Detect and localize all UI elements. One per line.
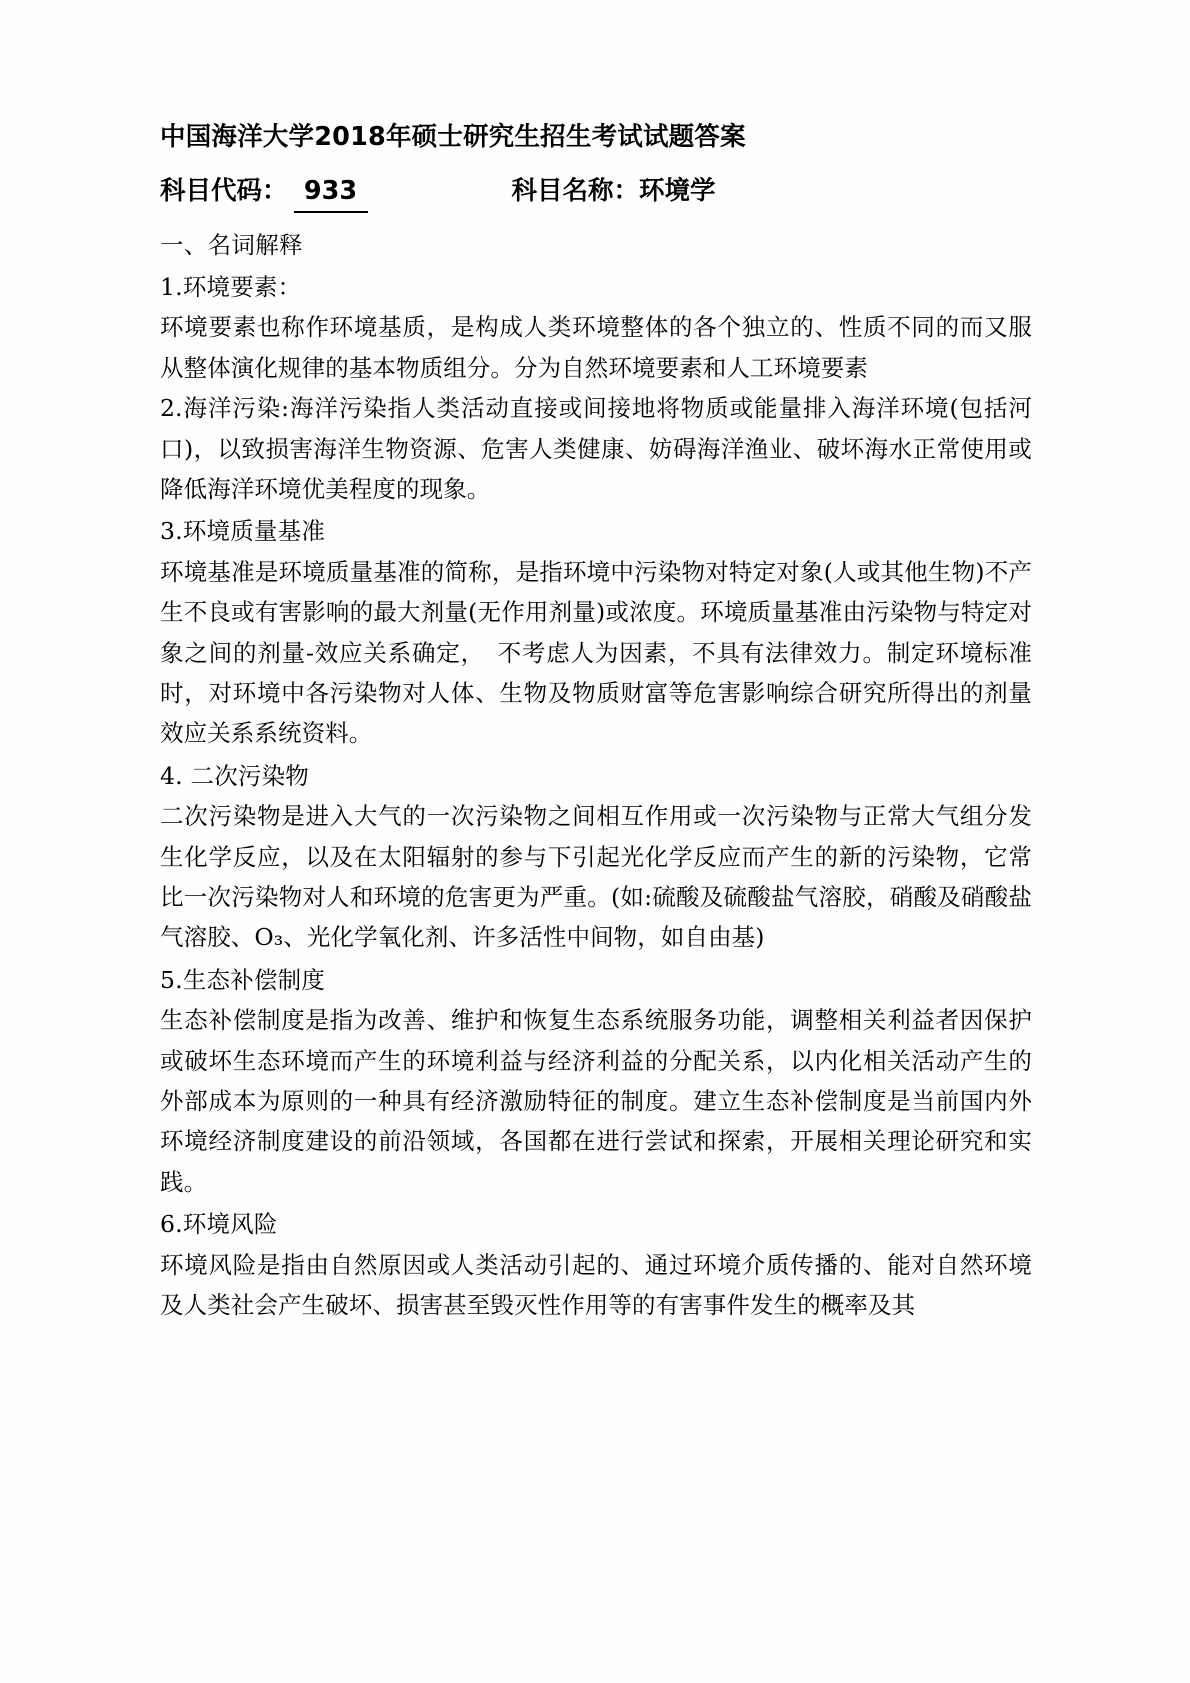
item-heading-3: 3.环境质量基准	[160, 517, 326, 546]
item-heading-5: 5.生态补偿制度	[160, 965, 326, 994]
item-heading-6: 6.环境风险	[160, 1210, 278, 1239]
subject-code-value: 933	[294, 172, 368, 212]
item-body-4: 二次污染物是进入大气的一次污染物之间相互作用或一次污染物与正常大气组分发生化学反应，以及在太阳辐射的参与下引起光化学反应而产生的新的污染物，它常比一次污染物对人和环境的危害更为严重。(如:硫酸及硫酸盐气溶胶，硝酸及硝酸盐气溶胶、O₃、光化学氧化剂、许多活性中间物，如自由基)	[160, 802, 1032, 952]
subject-name-value: 环境学	[639, 176, 716, 207]
item-body-5: 生态补偿制度是指为改善、维护和恢复生态系统服务功能，调整相关利益者因保护或破坏生态环境而产生的环境利益与经济利益的分配关系，以内化相关活动产生的外部成本为原则的一种具有经济激励特征的制度。建立生态补偿制度是当前国内外环境经济制度建设的前沿领域，各国都在进行尝试和探索，开展相关理论研究和实践。	[160, 1006, 1032, 1196]
item-body-1: 环境要素也称作环境基质，是构成人类环境整体的各个独立的、性质不同的而又服从整体演化规律的基本物质组分。分为自然环境要素和人工环境要素	[160, 313, 1032, 382]
item-heading-4: 4. 二次污染物	[160, 761, 309, 790]
item-heading-1: 1.环境要素：	[160, 272, 302, 301]
page-title: 中国海洋大学2018年硕士研究生招生考试试题答案	[160, 122, 746, 152]
subject-info-row	[160, 172, 1032, 212]
item-body-6: 环境风险是指由自然原因或人类活动引起的、通过环境介质传播的、能对自然环境及人类社会产生破坏、损害甚至毁灭性作用等的有害事件发生的概率及其	[160, 1250, 1032, 1320]
subject-name-group	[512, 172, 716, 210]
subject-name-label: 科目名称：	[511, 176, 640, 207]
item-heading-2: 2.海洋污染:海洋污染指人类活动直接或间接地将物质或能量排入海洋环境(包括河口)，以致损害海洋生物资源、危害人类健康、妨碍海洋渔业、破坏海水正常使用或降低海洋环境优美程度的现象。	[160, 394, 1032, 503]
subject-code-label: 科目代码：	[160, 176, 288, 207]
item-body-3: 环境基准是环境质量基准的简称，是指环境中污染物对特定对象(人或其他生物)不产生不良或有害影响的最大剂量(无作用剂量)或浓度。环境质量基准由污染物与特定对象之间的剂量-效应关系确定， 不考虑人为因素，不具有法律效力。制定环境标准时，对环境中各污染物对人体、生物及物质财富等危害影响综合研究所得出的剂量效应关系系统资料。	[160, 557, 1032, 748]
section-heading-1: 一、名词解释	[160, 230, 303, 259]
